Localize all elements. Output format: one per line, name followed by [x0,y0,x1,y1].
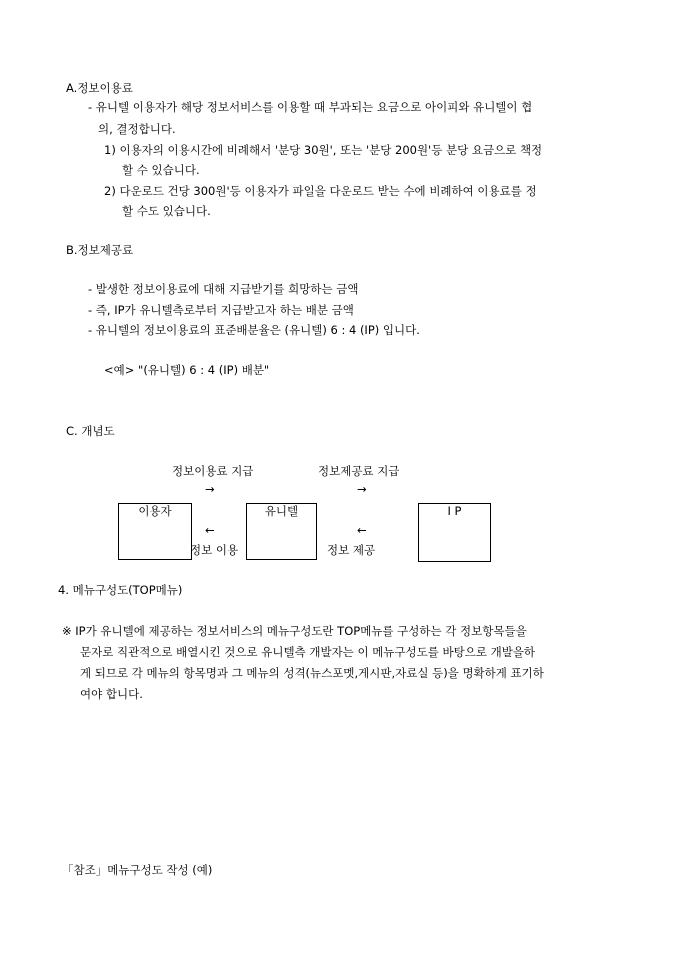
label-info-provide: 정보 제공 [327,543,376,557]
section-b-bullet-3: - 유니텔의 정보이용료의 표준배분율은 (유니텔) 6 : 4 (IP) 입니다. [88,323,420,337]
section-4-note-line1: ※ IP가 유니텔에 제공하는 정보서비스의 메뉴구성도란 TOP메뉴를 구성하는 각 정보항목들을 [62,624,527,638]
section-a-bullet-line1: - 유니텔 이용자가 해당 정보서비스를 이용할 때 부과되는 요금으로 아이피와 유니텔이 협 [88,100,533,114]
box-user-label: 이용자 [138,504,172,518]
section-c-heading: C. 개념도 [66,424,115,438]
section-a-heading: A.정보이용료 [66,81,133,95]
section-b-example: <예> "(유니텔) 6 : 4 (IP) 배분" [104,363,270,377]
label-info-use: 정보 이용 [190,543,239,557]
section-4-note-line2: 문자로 직관적으로 배열시킨 것으로 유니텔측 개발자는 이 메뉴구성도를 바탕으로 개발을하 [80,645,536,659]
section-4-note-line3: 게 되므로 각 메뉴의 항목명과 그 메뉴의 성격(뉴스포멧,게시판,자료실 등)을 명확하게 표기하 [80,666,544,680]
section-4-heading: 4. 메뉴구성도(TOP메뉴) [58,583,183,597]
box-unitel-label: 유니텔 [264,504,299,518]
box-unitel [246,503,317,560]
label-pay-usage: 정보이용료 지급 [172,464,254,478]
section-a-item2-line2: 할 수도 있습니다. [122,204,211,218]
section-b-bullet-2: - 즉, IP가 유니텔측로부터 지급받고자 하는 배분 금액 [88,303,354,317]
section-b-heading: B.정보제공료 [66,243,134,257]
box-user [118,503,192,560]
arrow-right-icon: → [205,482,215,496]
box-ip [418,503,491,562]
section-a-item1-line1: 1) 이용자의 이용시간에 비례해서 '분당 30원', 또는 '분당 200원'등 분당 요금으로 책정 [104,143,543,157]
section-b-bullet-1: - 발생한 정보이용료에 대해 지급받기를 희망하는 금액 [88,282,359,296]
arrow-left-icon: ← [205,523,215,537]
label-pay-provide: 정보제공료 지급 [318,464,400,478]
section-a-item2-line1: 2) 다운로드 건당 300원'등 이용자가 파일을 다운로드 받는 수에 비례하여 이용료를 정 [104,184,537,198]
reference-caption: 「참조」메뉴구성도 작성 (예) [62,863,213,877]
section-4-note-line4: 여야 합니다. [80,687,143,701]
box-ip-label: I P [447,504,462,518]
arrow-left-icon: ← [357,523,367,537]
section-a-bullet-line2: 의, 결정합니다. [98,122,176,136]
arrow-right-icon: → [357,482,367,496]
section-a-item1-line2: 할 수 있습니다. [122,163,200,177]
